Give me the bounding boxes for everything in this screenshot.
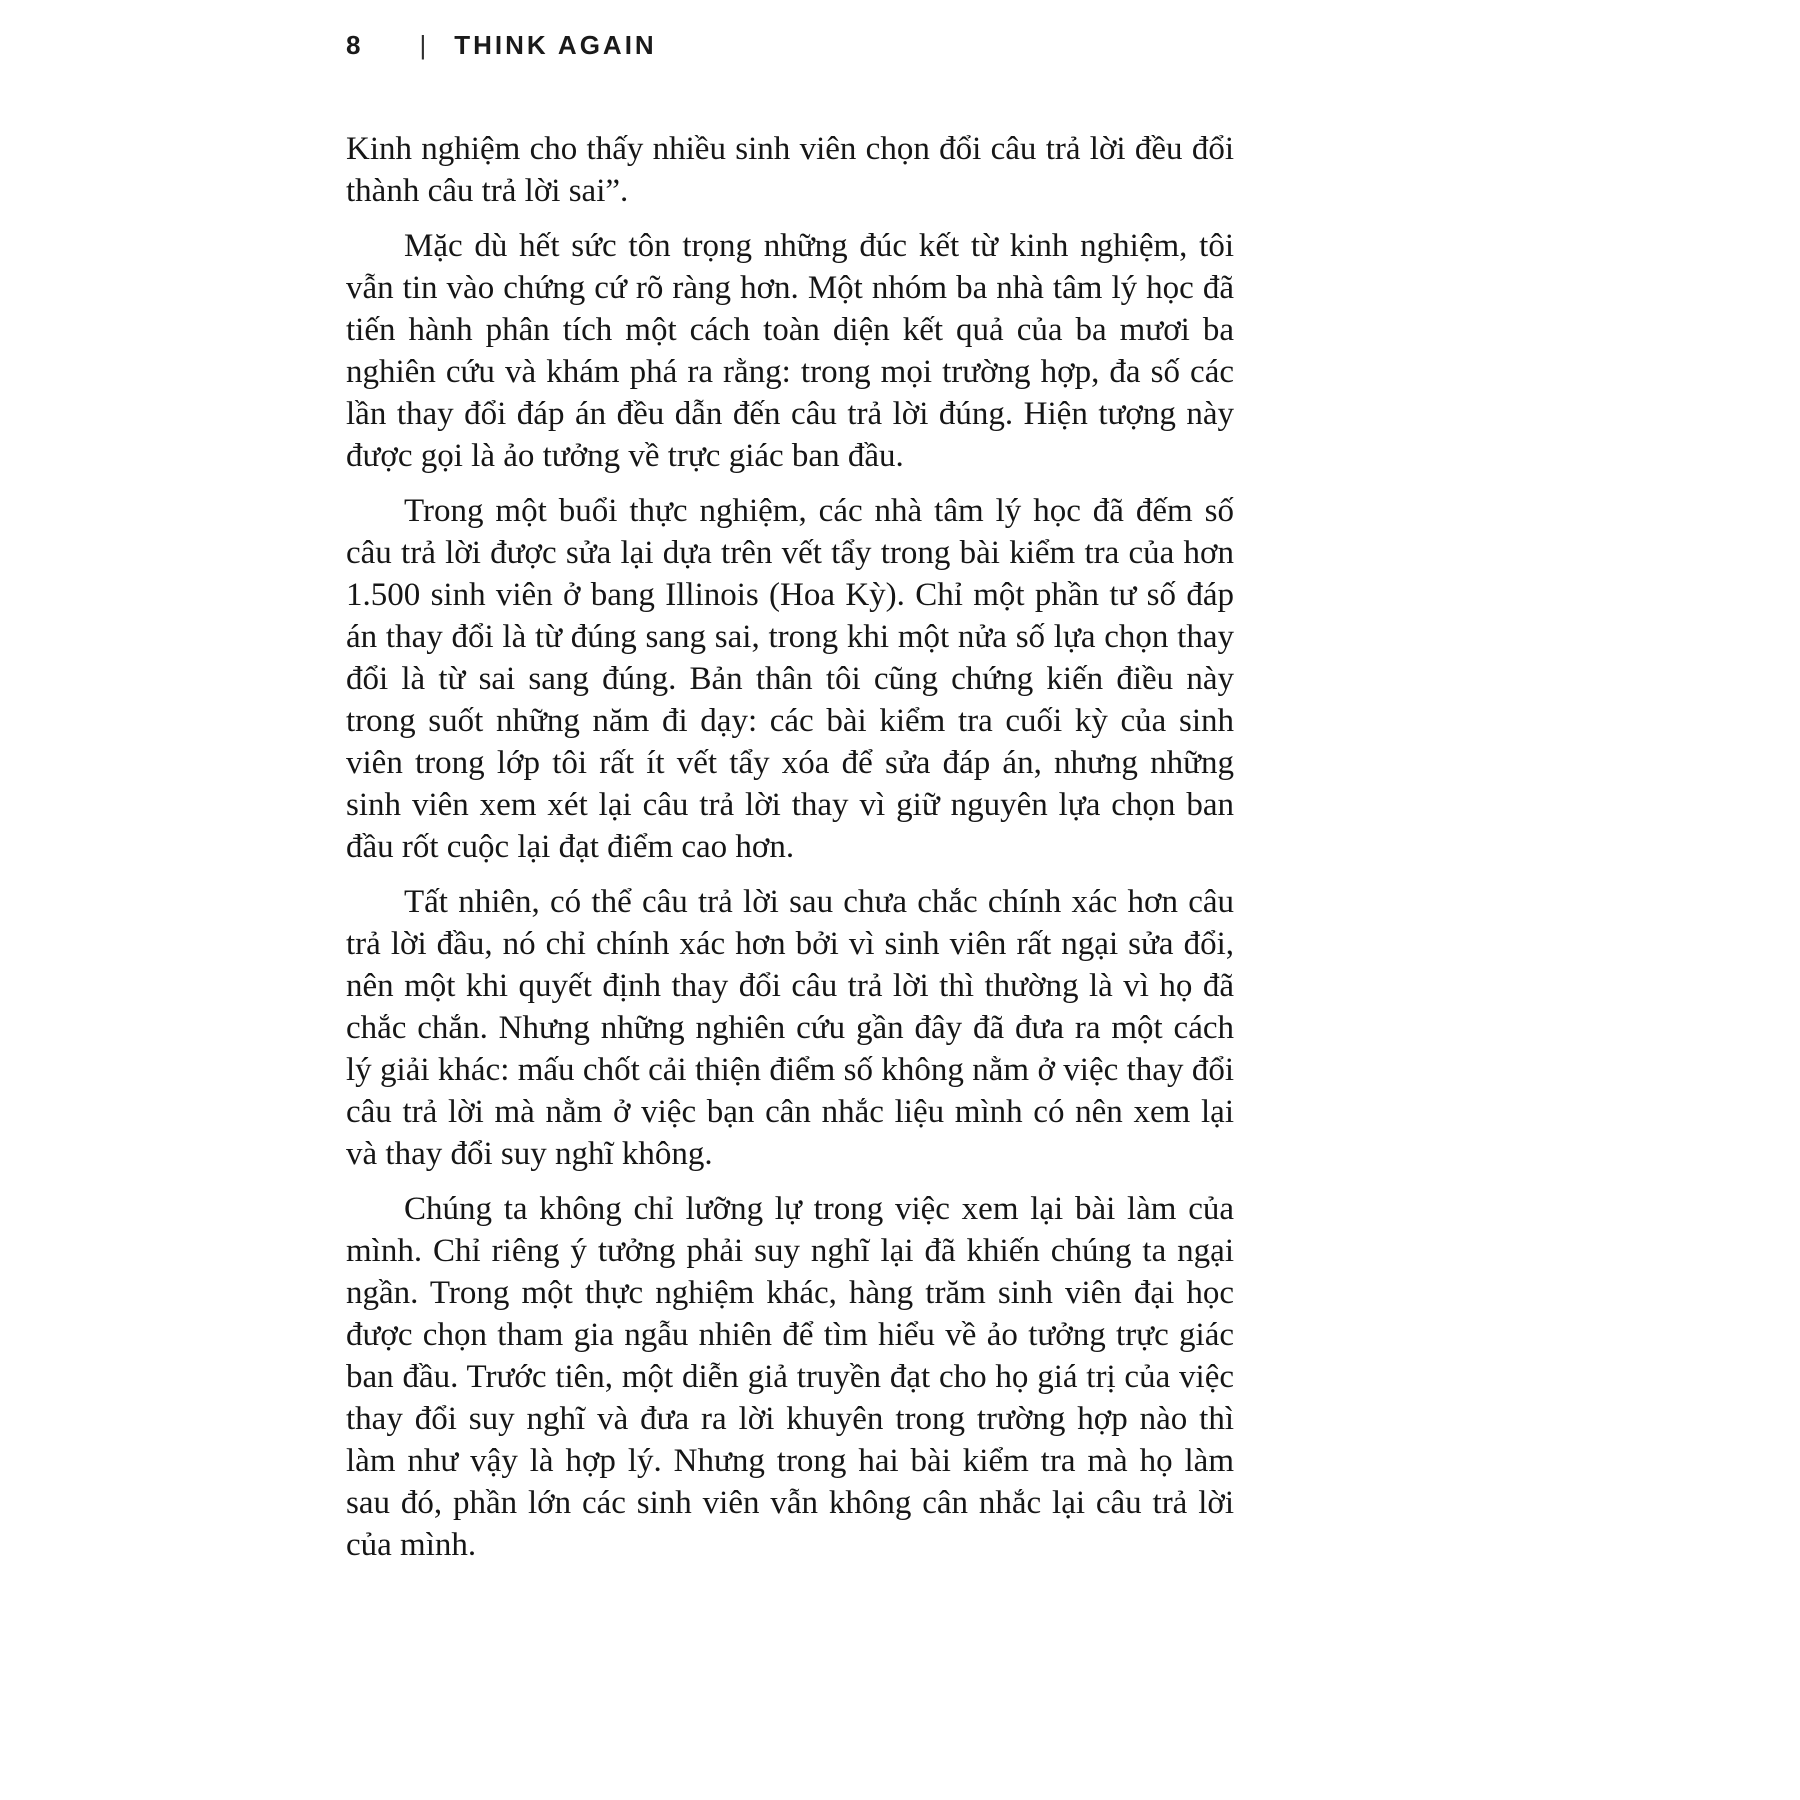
paragraph: Tất nhiên, có thể câu trả lời sau chưa chắc chính xác hơn câu trả lời đầu, nó chỉ chính xác hơn bởi vì sinh viên rất ngại sửa đổi, nên một khi quyết định thay đổi câu trả lời thì thường là vì họ đã chắc chắn. Nhưng những nghiên cứu gần đây đã đưa ra một cách lý giải khác: mấu chốt cải thiện điểm số không nằm ở việc thay đổi câu trả lời mà nằm ở việc bạn cân nhắc liệu mình có nên xem lại và thay đổi suy nghĩ không. (346, 884, 1234, 1172)
running-header (346, 30, 657, 61)
body-text (346, 128, 1234, 1566)
page-number: 8 (346, 30, 362, 60)
paragraph: Chúng ta không chỉ lưỡng lự trong việc xem lại bài làm của mình. Chỉ riêng ý tưởng phải suy nghĩ lại đã khiến chúng ta ngại ngần. Trong một thực nghiệm khác, hàng trăm sinh viên đại học được chọn tham gia ngẫu nhiên để tìm hiểu về ảo tưởng trực giác ban đầu. Trước tiên, một diễn giả truyền đạt cho họ giá trị của việc thay đổi suy nghĩ và đưa ra lời khuyên trong trường hợp nào thì làm như vậy là hợp lý. Nhưng trong hai bài kiểm tra mà họ làm sau đó, phần lớn các sinh viên vẫn không cân nhắc lại câu trả lời của mình. (346, 1191, 1234, 1563)
paragraph: Mặc dù hết sức tôn trọng những đúc kết từ kinh nghiệm, tôi vẫn tin vào chứng cứ rõ ràng hơn. Một nhóm ba nhà tâm lý học đã tiến hành phân tích một cách toàn diện kết quả của ba mươi ba nghiên cứu và khám phá ra rằng: trong mọi trường hợp, đa số các lần thay đổi đáp án đều dẫn đến câu trả lời đúng. Hiện tượng này được gọi là ảo tưởng về trực giác ban đầu. (346, 228, 1234, 474)
paragraph-continuation: Kinh nghiệm cho thấy nhiều sinh viên chọn đổi câu trả lời đều đổi thành câu trả lời sai”. (346, 131, 1234, 209)
header-separator: | (419, 30, 427, 60)
paragraph: Trong một buổi thực nghiệm, các nhà tâm lý học đã đếm số câu trả lời được sửa lại dựa trên vết tẩy trong bài kiểm tra của hơn 1.500 sinh viên ở bang Illinois (Hoa Kỳ). Chỉ một phần tư số đáp án thay đổi là từ đúng sang sai, trong khi một nửa số lựa chọn thay đổi là từ sai sang đúng. Bản thân tôi cũng chứng kiến điều này trong suốt những năm đi dạy: các bài kiểm tra cuối kỳ của sinh viên trong lớp tôi rất ít vết tẩy xóa để sửa đáp án, nhưng những sinh viên xem xét lại câu trả lời thay vì giữ nguyên lựa chọn ban đầu rốt cuộc lại đạt điểm cao hơn. (346, 493, 1234, 865)
book-title: THINK AGAIN (454, 30, 657, 60)
